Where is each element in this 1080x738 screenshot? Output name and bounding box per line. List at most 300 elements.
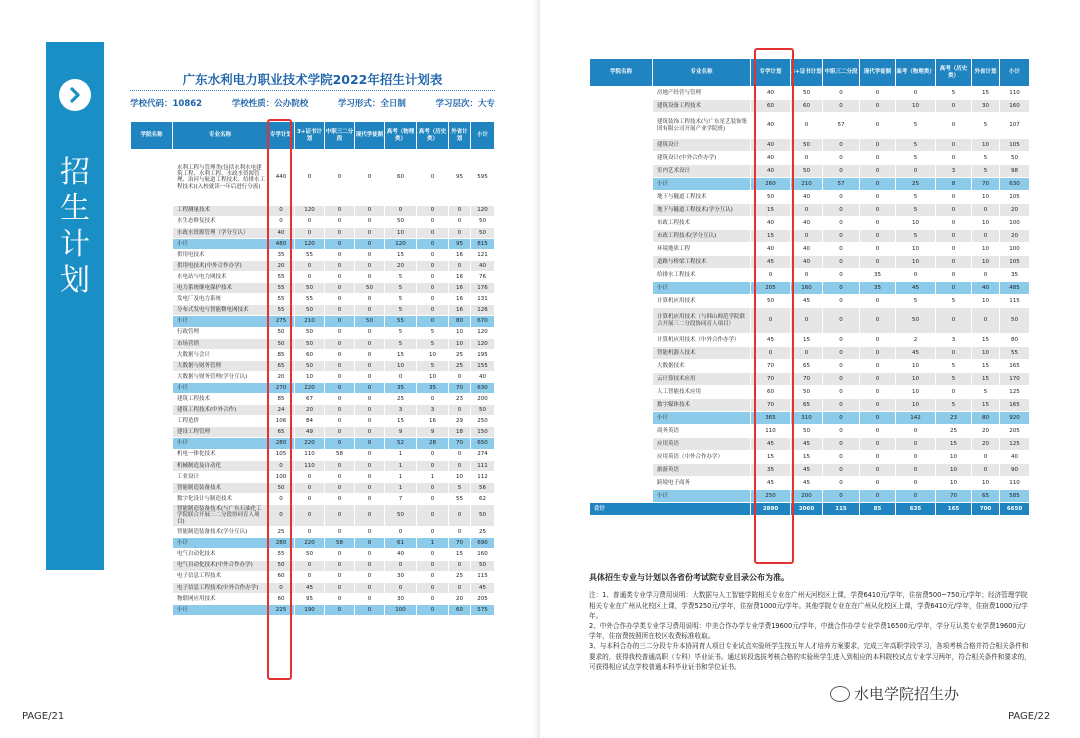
quota-cell: 0 xyxy=(355,560,385,571)
quota-cell: 0 xyxy=(896,425,936,438)
column-header: 外省计划 xyxy=(972,59,1000,87)
quota-cell: 16 xyxy=(449,294,471,305)
quota-cell: 55 xyxy=(295,249,325,260)
quota-cell: 7 xyxy=(385,493,417,504)
quota-cell: 1 xyxy=(417,538,449,549)
quota-cell: 0 xyxy=(325,338,355,349)
major-name: 小计 xyxy=(653,490,751,503)
quota-cell: 10 xyxy=(972,295,1000,308)
quota-cell: 0 xyxy=(751,308,791,334)
quota-cell: 0 xyxy=(823,477,860,490)
quota-cell: 690 xyxy=(471,538,495,549)
quota-cell: 0 xyxy=(325,283,355,294)
quota-cell: 0 xyxy=(860,399,896,412)
quota-cell: 0 xyxy=(417,394,449,405)
major-name: 地下与隧道工程技术 xyxy=(653,191,751,204)
quota-cell: 28 xyxy=(417,438,449,449)
quota-cell: 0 xyxy=(417,505,449,527)
quota-cell: 0 xyxy=(355,438,385,449)
quota-cell: 440 xyxy=(268,150,295,206)
quota-cell: 120 xyxy=(385,238,417,249)
table-row xyxy=(131,294,495,305)
quota-cell: 0 xyxy=(417,493,449,504)
quota-cell: 5 xyxy=(385,305,417,316)
quota-cell: 0 xyxy=(355,405,385,416)
quota-cell: 50 xyxy=(751,295,791,308)
quota-cell: 50 xyxy=(1000,308,1030,334)
major-name: 水电站与电力网技术 xyxy=(173,272,268,283)
quota-cell: 225 xyxy=(268,604,295,615)
quota-cell: 0 xyxy=(385,582,417,593)
quota-cell: 0 xyxy=(860,334,896,347)
quota-cell: 115 xyxy=(1000,295,1030,308)
quota-cell: 5 xyxy=(417,338,449,349)
quota-cell: 0 xyxy=(860,438,896,451)
quota-cell: 0 xyxy=(385,371,417,382)
quota-cell: 57 xyxy=(823,178,860,191)
table-row xyxy=(590,295,1030,308)
quota-cell: 35 xyxy=(860,282,896,295)
quota-cell: 30 xyxy=(385,571,417,582)
quota-cell: 165 xyxy=(1000,360,1030,373)
quota-cell: 40 xyxy=(751,113,791,139)
major-name: 建筑设备工程技术 xyxy=(653,100,751,113)
quota-cell: 9 xyxy=(417,427,449,438)
quota-cell: 16 xyxy=(449,283,471,294)
college-name: 外语外贸学院 xyxy=(590,425,653,503)
quota-cell: 0 xyxy=(936,230,972,243)
quota-cell: 160 xyxy=(471,549,495,560)
quota-cell: 25 xyxy=(449,360,471,371)
quota-cell: 100 xyxy=(268,471,295,482)
quota-cell: 0 xyxy=(896,269,936,282)
table-row xyxy=(590,373,1030,386)
major-name: 建筑工程技术(中外合作) xyxy=(173,405,268,416)
quota-cell: 0 xyxy=(791,113,823,139)
subtotal-row xyxy=(131,538,495,549)
quota-cell: 0 xyxy=(355,360,385,371)
major-name: 地下与隧道工程技术(学分互认) xyxy=(653,204,751,217)
quota-cell: 50 xyxy=(1000,152,1030,165)
quota-cell: 5 xyxy=(417,327,449,338)
quota-cell: 70 xyxy=(972,178,1000,191)
major-name: 物联网应用技术 xyxy=(173,593,268,604)
quota-cell: 65 xyxy=(268,360,295,371)
quota-cell: 15 xyxy=(972,87,1000,100)
major-name: 智能制造装备技术(与广东石油化工学院联合开展三二分段协同育人项目) xyxy=(173,505,268,527)
quota-cell: 98 xyxy=(1000,165,1030,178)
quota-cell: 0 xyxy=(325,227,355,238)
table-row xyxy=(590,256,1030,269)
quota-cell: 76 xyxy=(471,272,495,283)
table-row xyxy=(131,427,495,438)
quota-cell: 0 xyxy=(936,152,972,165)
table-row xyxy=(590,386,1030,399)
major-name: 电气自动化技术 xyxy=(173,549,268,560)
major-name: 建筑设计(中外合作办学) xyxy=(653,152,751,165)
major-name: 水利工程与管理类(包括水利水电建筑工程、水利工程、水政水资源管理、治河与航道工程技术、给排水工程技术)(入校就读一年后进行分流) xyxy=(173,150,268,206)
quota-cell: 0 xyxy=(823,438,860,451)
quota-cell: 0 xyxy=(295,560,325,571)
quota-cell: 3 xyxy=(936,334,972,347)
table-row xyxy=(131,560,495,571)
quota-cell: 105 xyxy=(1000,256,1030,269)
quota-cell: 0 xyxy=(295,272,325,283)
quota-cell: 95 xyxy=(295,593,325,604)
major-name: 市政工程技术(学分互认) xyxy=(653,230,751,243)
quota-cell: 650 xyxy=(471,438,495,449)
quota-cell: 700 xyxy=(972,503,1000,516)
quota-cell: 0 xyxy=(823,373,860,386)
subtotal-row xyxy=(590,282,1030,295)
quota-cell: 65 xyxy=(791,360,823,373)
quota-cell: 0 xyxy=(860,347,896,360)
quota-cell: 0 xyxy=(860,113,896,139)
enrollment-table-right xyxy=(589,58,1030,516)
quota-cell: 60 xyxy=(751,100,791,113)
quota-cell: 0 xyxy=(355,571,385,582)
table-row xyxy=(590,191,1030,204)
subtotal-row xyxy=(131,438,495,449)
quota-cell: 23 xyxy=(449,394,471,405)
college-name: 大数据与人工智能学院 xyxy=(590,295,653,425)
quota-cell: 310 xyxy=(791,412,823,425)
table-row xyxy=(131,205,495,216)
quota-cell: 45 xyxy=(791,438,823,451)
table-row xyxy=(131,527,495,538)
quota-cell: 10 xyxy=(896,360,936,373)
quota-cell: 3 xyxy=(417,405,449,416)
quota-cell: 0 xyxy=(355,383,385,394)
quota-cell: 110 xyxy=(1000,87,1030,100)
quota-cell: 50 xyxy=(385,216,417,227)
quota-cell: 5 xyxy=(972,152,1000,165)
quota-cell: 0 xyxy=(355,272,385,283)
quota-cell: 65 xyxy=(972,490,1000,503)
quota-cell: 0 xyxy=(449,205,471,216)
quota-cell: 0 xyxy=(823,243,860,256)
quota-cell: 131 xyxy=(471,294,495,305)
quota-cell: 0 xyxy=(936,204,972,217)
quota-cell: 45 xyxy=(751,334,791,347)
quota-cell: 40 xyxy=(751,152,791,165)
quota-cell: 1 xyxy=(417,471,449,482)
quota-cell: 1 xyxy=(385,460,417,471)
quota-cell: 40 xyxy=(791,243,823,256)
quota-cell: 45 xyxy=(896,347,936,360)
major-name: 发电厂及电力系统 xyxy=(173,294,268,305)
major-name: 建筑设计 xyxy=(653,139,751,152)
quota-cell: 10 xyxy=(449,327,471,338)
column-header: 3+证书计划 xyxy=(791,59,823,87)
quota-cell: 50 xyxy=(295,305,325,316)
quota-cell: 0 xyxy=(936,386,972,399)
quota-cell: 52 xyxy=(385,438,417,449)
quota-cell: 2060 xyxy=(791,503,823,516)
quota-cell: 110 xyxy=(295,460,325,471)
major-name: 工程造价 xyxy=(173,416,268,427)
table-row xyxy=(131,360,495,371)
quota-cell: 110 xyxy=(1000,477,1030,490)
quota-cell: 105 xyxy=(268,449,295,460)
quota-cell: 35 xyxy=(268,249,295,260)
quota-cell: 0 xyxy=(325,360,355,371)
quota-cell: 165 xyxy=(936,503,972,516)
quota-cell: 0 xyxy=(355,205,385,216)
subtotal-row xyxy=(131,316,495,327)
quota-cell: 50 xyxy=(295,327,325,338)
quota-cell: 5 xyxy=(896,113,936,139)
quota-cell: 0 xyxy=(860,204,896,217)
quota-cell: 50 xyxy=(355,316,385,327)
page-title: 广东水利电力职业技术学院2022年招生计划表 xyxy=(182,72,443,87)
quota-cell: 0 xyxy=(860,165,896,178)
quota-cell: 55 xyxy=(268,272,295,283)
major-name: 房地产经营与管理 xyxy=(653,87,751,100)
quota-cell: 0 xyxy=(355,371,385,382)
quota-cell: 35 xyxy=(1000,269,1030,282)
quota-cell: 10 xyxy=(972,477,1000,490)
quota-cell: 10 xyxy=(385,360,417,371)
quota-cell: 10 xyxy=(972,243,1000,256)
quota-cell: 0 xyxy=(355,150,385,206)
quota-cell: 0 xyxy=(355,593,385,604)
major-name: 应用英语（中外合作办学） xyxy=(653,451,751,464)
quota-cell: 0 xyxy=(355,505,385,527)
quota-cell: 40 xyxy=(751,217,791,230)
quota-cell: 70 xyxy=(449,438,471,449)
quota-cell: 0 xyxy=(268,205,295,216)
quota-cell: 0 xyxy=(325,593,355,604)
quota-cell: 50 xyxy=(471,227,495,238)
quota-cell: 10 xyxy=(896,399,936,412)
quota-cell: 0 xyxy=(972,230,1000,243)
quota-cell: 635 xyxy=(896,503,936,516)
quota-cell: 50 xyxy=(896,308,936,334)
note-paragraph: 3、与本科合办的三二分段专升本协同育人项目专业试点实验班学生按五年人才培养方案要求，完成三年高职学段学习，各项考核合格并符合相关条件和要求的，获得我校普通高职（专科）毕业证书。通过转段选拔考核合格的实验班学生进入到相应的本科院校试点专业学习两年，符合相关条件和要求的，可获得相应试点学校普通本科毕业证书和学位证书。 xyxy=(589,642,1031,671)
quota-cell: 20 xyxy=(972,438,1000,451)
quota-cell: 15 xyxy=(791,451,823,464)
quota-cell: 0 xyxy=(325,394,355,405)
quota-cell: 5 xyxy=(896,295,936,308)
quota-cell: 0 xyxy=(823,256,860,269)
quota-cell: 55 xyxy=(268,283,295,294)
quota-cell: 23 xyxy=(936,412,972,425)
column-header: 小计 xyxy=(1000,59,1030,87)
quota-cell: 0 xyxy=(896,165,936,178)
quota-cell: 5 xyxy=(972,386,1000,399)
quota-cell: 16 xyxy=(417,416,449,427)
quota-cell: 15 xyxy=(385,349,417,360)
major-name: 大数据技术 xyxy=(653,360,751,373)
table-row xyxy=(131,593,495,604)
quota-cell: 165 xyxy=(1000,399,1030,412)
quota-cell: 30 xyxy=(385,593,417,604)
quota-cell: 0 xyxy=(325,383,355,394)
quota-cell: 10 xyxy=(295,371,325,382)
table-row xyxy=(131,505,495,527)
quota-cell: 0 xyxy=(860,477,896,490)
quota-cell: 0 xyxy=(325,260,355,271)
quota-cell: 0 xyxy=(860,152,896,165)
quota-cell: 585 xyxy=(1000,490,1030,503)
quota-cell: 1 xyxy=(385,471,417,482)
quota-cell: 595 xyxy=(471,150,495,206)
table-row xyxy=(590,100,1030,113)
quota-cell: 0 xyxy=(449,371,471,382)
table-header-row xyxy=(590,59,1030,87)
quota-cell: 365 xyxy=(751,412,791,425)
quota-cell: 107 xyxy=(1000,113,1030,139)
quota-cell: 0 xyxy=(417,227,449,238)
major-name: 计算机应用技术 xyxy=(653,295,751,308)
quota-cell: 10 xyxy=(385,227,417,238)
quota-cell: 25 xyxy=(449,349,471,360)
quota-cell: 10 xyxy=(896,217,936,230)
table-row xyxy=(131,394,495,405)
quota-cell: 0 xyxy=(325,582,355,593)
quota-cell: 55 xyxy=(268,294,295,305)
table-row xyxy=(590,204,1030,217)
major-name: 机械制造及自动化 xyxy=(173,460,268,471)
column-header: 现代学徒制 xyxy=(355,122,385,150)
vertical-section-title: 招生计划 xyxy=(60,155,90,298)
quota-cell: 15 xyxy=(449,549,471,560)
major-name: 小计 xyxy=(173,238,268,249)
quota-cell: 55 xyxy=(268,549,295,560)
quota-cell: 0 xyxy=(751,269,791,282)
quota-cell: 0 xyxy=(295,527,325,538)
major-name: 计算机应用技术（与韩山师范学院联合开展三二分段协同育人项目） xyxy=(653,308,751,334)
wechat-icon xyxy=(830,686,850,702)
quota-cell: 485 xyxy=(1000,282,1030,295)
quota-cell: 100 xyxy=(1000,217,1030,230)
quota-cell: 60 xyxy=(791,100,823,113)
quota-cell: 5 xyxy=(972,113,1000,139)
subtotal-row xyxy=(590,412,1030,425)
quota-cell: 10 xyxy=(417,349,449,360)
quota-cell: 0 xyxy=(325,549,355,560)
quota-cell: 0 xyxy=(325,238,355,249)
quota-cell: 20 xyxy=(385,260,417,271)
major-name: 市场营销 xyxy=(173,338,268,349)
quota-cell: 50 xyxy=(751,191,791,204)
quota-cell: 0 xyxy=(325,560,355,571)
quota-cell: 0 xyxy=(385,527,417,538)
quota-cell: 60 xyxy=(268,571,295,582)
major-name: 跨境电子商务 xyxy=(653,477,751,490)
quota-cell: 0 xyxy=(823,399,860,412)
quota-cell: 0 xyxy=(936,269,972,282)
quota-cell: 0 xyxy=(355,216,385,227)
quota-cell: 270 xyxy=(268,383,295,394)
quota-cell: 60 xyxy=(385,150,417,206)
quota-cell: 90 xyxy=(1000,464,1030,477)
quota-cell: 120 xyxy=(295,238,325,249)
major-name: 环境地质工程 xyxy=(653,243,751,256)
quota-cell: 142 xyxy=(896,412,936,425)
quota-cell: 40 xyxy=(268,227,295,238)
meta-item: 学习层次：大专 xyxy=(435,99,495,109)
quota-cell: 0 xyxy=(325,316,355,327)
quota-cell: 45 xyxy=(896,282,936,295)
major-name: 分布式发电与智能微电网技术 xyxy=(173,305,268,316)
note-paragraph: 注：1、普通类专业学习费用说明：大数据与人工智能学院相关专业在广州天河校区上课，学费6410元/学年，住宿费500~750元/学年；经济管理学院相关专业在广州从化校区上课，学费5250元/学年，住宿费1000元/学年。其他学院专业在在广州从化校区上课，学费6410元/学年，住宿费1000元/学年。 xyxy=(589,591,1028,620)
quota-cell: 0 xyxy=(355,582,385,593)
quota-cell: 10 xyxy=(936,477,972,490)
quota-cell: 0 xyxy=(823,217,860,230)
quota-cell: 10 xyxy=(449,471,471,482)
quota-cell: 0 xyxy=(823,191,860,204)
quota-cell: 40 xyxy=(471,371,495,382)
quota-cell: 50 xyxy=(295,338,325,349)
quota-cell: 0 xyxy=(268,582,295,593)
quota-cell: 190 xyxy=(295,604,325,615)
quota-cell: 16 xyxy=(449,249,471,260)
quota-cell: 0 xyxy=(325,571,355,582)
column-header: 学院名称 xyxy=(590,59,653,87)
quota-cell: 0 xyxy=(860,451,896,464)
quota-cell: 2 xyxy=(896,334,936,347)
column-header: 专学计划 xyxy=(751,59,791,87)
table-row xyxy=(590,347,1030,360)
quota-cell: 20 xyxy=(295,405,325,416)
note-paragraph: 2、中外合作办学类专业学习费用说明：中美合作办学专业学费19600元/学年，中澳合作办学专业学费16500元/学年，学分互认类专业学费19600元/学年，住宿费按照所在校区收费标准收取。 xyxy=(589,622,1026,641)
quota-cell: 85 xyxy=(860,503,896,516)
quota-cell: 0 xyxy=(936,256,972,269)
quota-cell: 1 xyxy=(385,449,417,460)
column-header: 专业名称 xyxy=(653,59,751,87)
quota-cell: 20 xyxy=(972,425,1000,438)
table-row xyxy=(131,272,495,283)
quota-cell: 110 xyxy=(751,425,791,438)
quota-cell: 0 xyxy=(860,139,896,152)
major-name: 智能制造装备技术(学分互认) xyxy=(173,527,268,538)
quota-cell: 50 xyxy=(385,505,417,527)
quota-cell: 0 xyxy=(417,260,449,271)
quota-cell: 0 xyxy=(896,87,936,100)
quota-cell: 5 xyxy=(417,360,449,371)
quota-cell: 0 xyxy=(417,283,449,294)
quota-cell: 260 xyxy=(751,178,791,191)
quota-cell: 2890 xyxy=(751,503,791,516)
quota-cell: 920 xyxy=(1000,412,1030,425)
quota-cell: 70 xyxy=(751,373,791,386)
quota-cell: 49 xyxy=(295,427,325,438)
quota-cell: 0 xyxy=(295,471,325,482)
quota-cell: 50 xyxy=(471,216,495,227)
quota-cell: 0 xyxy=(355,604,385,615)
quota-cell: 6650 xyxy=(1000,503,1030,516)
table-row xyxy=(131,249,495,260)
quota-cell: 85 xyxy=(268,349,295,360)
table-row xyxy=(131,349,495,360)
quota-cell: 3 xyxy=(936,165,972,178)
quota-cell: 62 xyxy=(471,493,495,504)
major-name: 小计 xyxy=(173,316,268,327)
quota-cell: 50 xyxy=(295,283,325,294)
table-row xyxy=(131,283,495,294)
table-row xyxy=(590,399,1030,412)
quota-cell: 0 xyxy=(860,230,896,243)
quota-cell: 630 xyxy=(1000,178,1030,191)
quota-cell: 0 xyxy=(417,316,449,327)
quota-cell: 0 xyxy=(325,604,355,615)
quota-cell: 5 xyxy=(936,399,972,412)
quota-cell: 0 xyxy=(823,152,860,165)
quota-cell: 67 xyxy=(295,394,325,405)
quota-cell: 5 xyxy=(936,295,972,308)
